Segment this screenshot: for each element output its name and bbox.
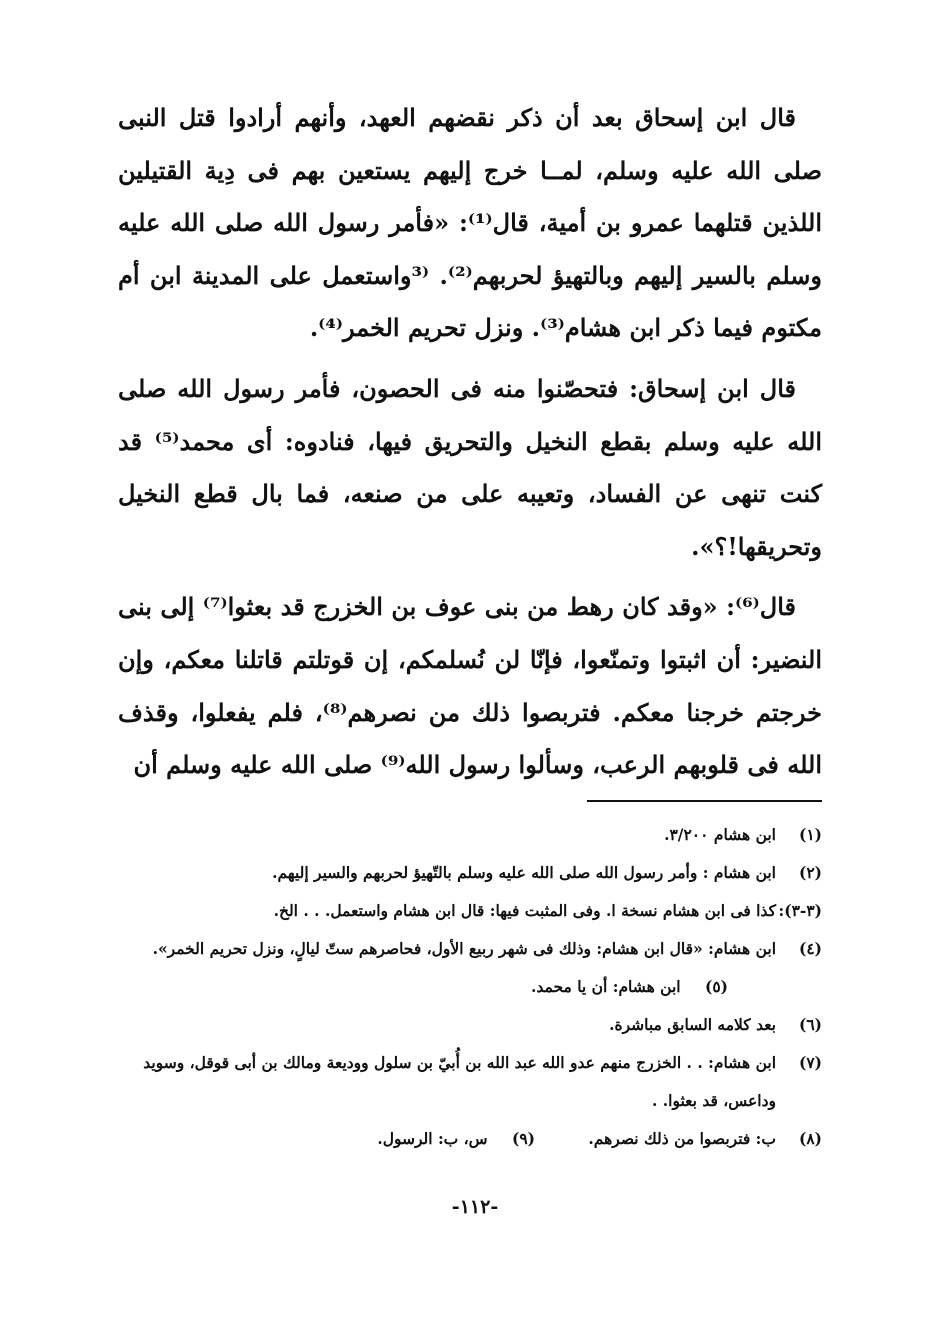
page-number: -١١٢- — [451, 1196, 499, 1218]
footnote — [120, 854, 822, 892]
footnote-number: (٧) — [798, 1053, 822, 1072]
footnote-number: (٤) — [798, 939, 822, 958]
main-text — [118, 92, 822, 792]
footnote-number: (٦) — [798, 1015, 822, 1034]
footnote-body — [120, 930, 776, 1006]
footnote-number: (٨) — [798, 1129, 822, 1148]
footnote-number: (٥) — [704, 977, 728, 996]
footnote-text: ب: فتربصوا من ذلك نصرهم. — [588, 1129, 776, 1148]
footnote-text: ابن هشام: «قال ابن هشام: وذلك فى شهر ربيع الأول، فحاصرهم ستّ ليالٍ، ونزل تحريم الخمر». — [152, 939, 776, 958]
footnote-number: (٩) — [511, 1129, 535, 1148]
footnotes — [120, 816, 822, 1158]
footnote-text: كذا فى ابن هشام نسخة ا. وفى المثبت فيها: قال ابن هشام واستعمل. . . الخ. — [273, 901, 776, 920]
footnote-text: ابن هشام ٣/٢٠٠. — [664, 825, 776, 844]
footnote — [120, 892, 822, 930]
footnote-text: بعد كلامه السابق مباشرة. — [609, 1015, 776, 1034]
paragraph: قال ابن إسحاق: فتحصّنوا منه فى الحصون، فأمر رسول الله صلى الله عليه وسلم بقطع النخيل والتحريق فيها، فنادوه: أى محمد⁽⁵⁾ قد كنت تنهى عن الفساد، وتعيبه على من صنعه، فما بال قطع النخيل وتحريقها!؟». — [118, 373, 823, 561]
footnote — [120, 1044, 822, 1120]
footnote-number: (١) — [798, 825, 822, 844]
footnote — [120, 1006, 822, 1044]
footnote-text: ابن هشام: . . الخزرج منهم عدو الله عبد الله بن أُبيّ بن سلول ووديعة ومالك بن أبى قوقل، وسويد وداعس، قد بعثوا. . — [143, 1053, 776, 1110]
footnote-text: ابن هشام: أن يا محمد. — [531, 977, 681, 996]
paragraph: قال⁽⁶⁾: «وقد كان رهط من بنى عوف بن الخزرج قد بعثوا⁽⁷⁾ إلى بنى النضير: أن اثبتوا وتمنّعوا، فإنّا لن نُسلمكم، إن قوتلتم قاتلنا معكم، وإن خرجتم خرجنا معكم. فتربصوا ذلك من نصرهم⁽⁸⁾، فلم يفعلوا، وقذف الله فى قلوبهم الرعب، وسألوا رسول الله⁽⁹⁾ صلى الله عليه وسلم أن — [118, 592, 823, 780]
footnote-number: (٢) — [798, 863, 822, 882]
paragraph: قال ابن إسحاق بعد أن ذكر نقضهم العهد، وأنهم أرادوا قتل النبى صلى الله عليه وسلم، لمــا خرج إليهم يستعين بهم فى دِية القتيلين اللذين قتلهما عمرو بن أمية، قال⁽¹⁾: «فأمر رسول الله صلى الله عليه وسلم بالسير إليهم وبالتهيؤ لحربهم⁽²⁾. ⁽³واستعمل على المدينة ابن أم مكتوم فيما ذكر ابن هشام⁽³⁾. ونزل تحريم الخمر⁽⁴⁾. — [118, 103, 822, 343]
footnote — [120, 1120, 822, 1158]
footnote-body — [120, 1120, 776, 1158]
footnote-text: ابن هشام : وأمر رسول الله صلى الله عليه وسلم بالتّهيؤ لحربهم والسير إليهم. — [272, 863, 776, 882]
footnote — [120, 930, 822, 1006]
footnote — [120, 816, 822, 854]
footnote-text: س، ب: الرسول. — [377, 1129, 488, 1148]
footnote-separator — [587, 800, 822, 802]
footnote — [377, 1120, 535, 1158]
footnote-number: (٣-٣): — [778, 901, 822, 920]
footnote — [531, 968, 728, 1006]
